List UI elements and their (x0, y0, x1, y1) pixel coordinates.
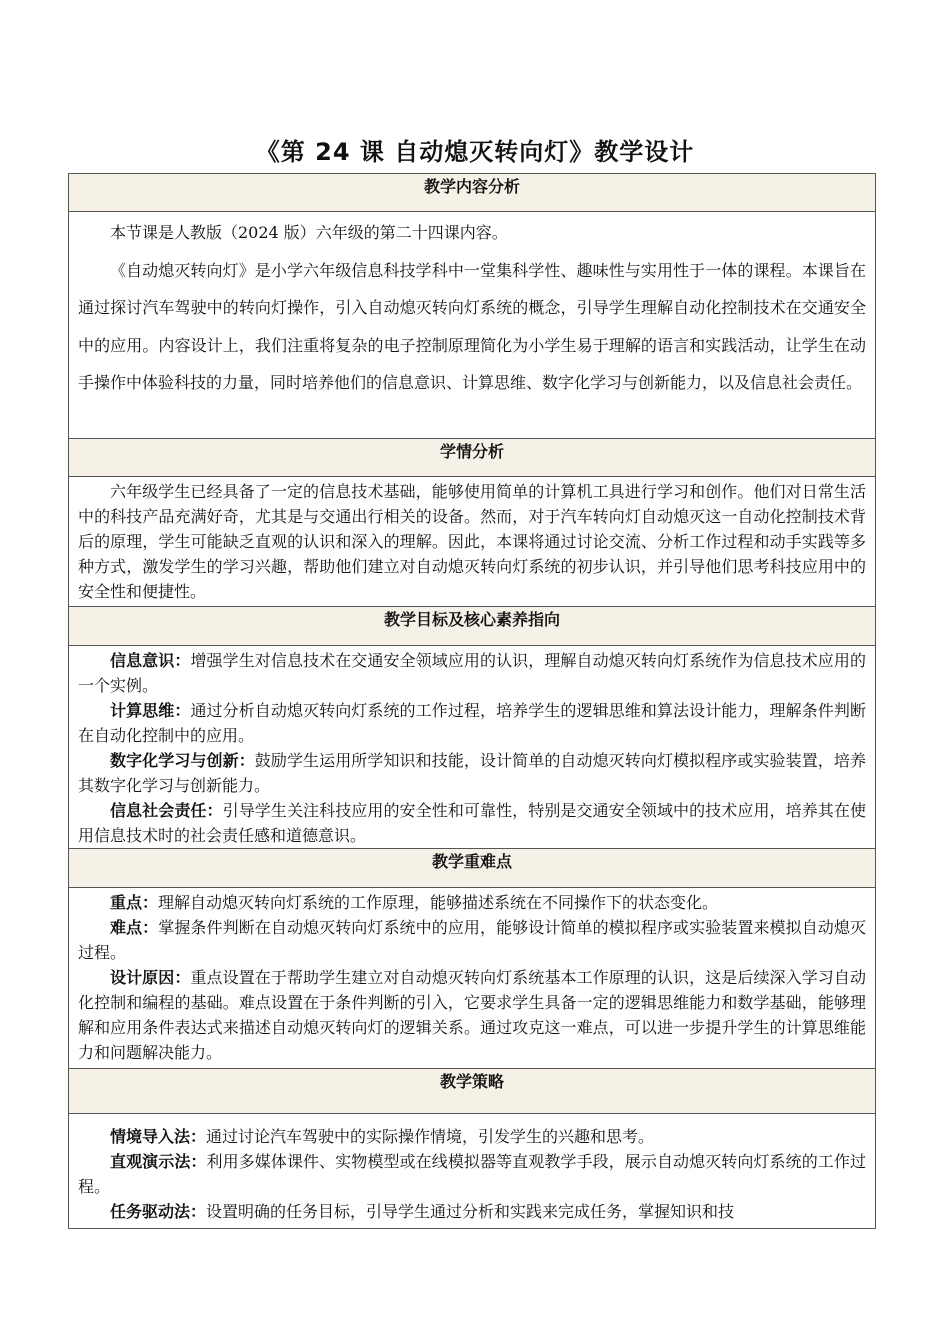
key-point-item (78, 965, 866, 1065)
objective-text: 鼓励学生运用所学知识和技能，设计简单的自动熄灭转向灯模拟程序或实验装置，培养其数字化学习与创新能力。 (78, 751, 866, 795)
strategy-text: 设置明确的任务目标，引导学生通过分析和实践来完成任务，掌握知识和技 (206, 1202, 735, 1221)
paragraph: 《自动熄灭转向灯》是小学六年级信息科技学科中一堂集科学性、趣味性与实用性于一体的课程。本课旨在通过探讨汽车驾驶中的转向灯操作，引入自动熄灭转向灯系统的概念，引导学生理解自动化控制技术在交通安全中的应用。内容设计上，我们注重将复杂的电子控制原理简化为小学生易于理解的语言和实践活动，让学生在动手操作中体验科技的力量，同时培养他们的信息意识、计算思维、数字化学习与创新能力，以及信息社会责任。 (78, 260, 866, 392)
section-heading-learner-analysis: 学情分析 (69, 439, 876, 477)
section-body-learner-analysis (69, 477, 876, 607)
section-heading-strategies: 教学策略 (69, 1069, 876, 1114)
objective-item (78, 698, 866, 748)
objective-item (78, 648, 866, 698)
key-point-item (78, 915, 866, 965)
section-heading-objectives: 教学目标及核心素养指向 (69, 607, 876, 646)
key-point-lead: 难点： (110, 918, 159, 937)
section-body-content-analysis (69, 212, 876, 439)
key-point-text: 理解自动熄灭转向灯系统的工作原理，能够描述系统在不同操作下的状态变化。 (158, 893, 719, 912)
section-heading-content-analysis: 教学内容分析 (69, 174, 876, 212)
section-heading-key-points: 教学重难点 (69, 849, 876, 888)
lesson-plan-table (68, 173, 876, 1229)
objective-text: 引导学生关注科技应用的安全性和可靠性，特别是交通安全领域中的技术应用，培养其在使用信息技术时的社会责任感和道德意识。 (78, 801, 866, 845)
key-point-text: 重点设置在于帮助学生建立对自动熄灭转向灯系统基本工作原理的认识，这是后续深入学习自动化控制和编程的基础。难点设置在于条件判断的引入，它要求学生具备一定的逻辑思维能力和数学基础，能够理解和应用条件表达式来描述自动熄灭转向灯的逻辑关系。通过攻克这一难点，可以进一步提升学生的计算思维能力和问题解决能力。 (78, 968, 866, 1062)
objective-lead: 信息社会责任： (110, 801, 223, 820)
section-body-strategies (69, 1114, 876, 1229)
strategy-lead: 直观演示法： (110, 1152, 207, 1171)
key-point-lead: 重点： (110, 893, 159, 912)
strategy-item (78, 1149, 866, 1199)
strategy-lead: 任务驱动法： (110, 1202, 207, 1221)
paragraph: 六年级学生已经具备了一定的信息技术基础，能够使用简单的计算机工具进行学习和创作。他们对日常生活中的科技产品充满好奇，尤其是与交通出行相关的设备。然而，对于汽车转向灯自动熄灭这一自动化控制技术背后的原理，学生可能缺乏直观的认识和深入的理解。因此，本课将通过讨论交流、分析工作过程和动手实践等多种方式，激发学生的学习兴趣，帮助他们建立对自动熄灭转向灯系统的初步认识，并引导他们思考科技应用中的安全性和便捷性。 (78, 482, 866, 601)
document-title: 《第 24 课 自动熄灭转向灯》教学设计 (255, 138, 695, 166)
paragraph: 本节课是人教版（2024 版）六年级的第二十四课内容。 (110, 223, 508, 242)
strategy-item (78, 1199, 866, 1224)
objective-item (78, 748, 866, 798)
section-body-objectives (69, 646, 876, 849)
strategy-text: 通过讨论汽车驾驶中的实际操作情境，引发学生的兴趣和思考。 (206, 1127, 655, 1146)
section-body-key-points (69, 888, 876, 1069)
objective-text: 通过分析自动熄灭转向灯系统的工作过程，培养学生的逻辑思维和算法设计能力，理解条件判断在自动化控制中的应用。 (78, 701, 866, 745)
key-point-text: 掌握条件判断在自动熄灭转向灯系统中的应用，能够设计简单的模拟程序或实验装置来模拟自动熄灭过程。 (78, 918, 866, 962)
objective-text: 增强学生对信息技术在交通安全领域应用的认识，理解自动熄灭转向灯系统作为信息技术应用的一个实例。 (78, 651, 866, 695)
objective-lead: 计算思维： (110, 701, 191, 720)
key-point-item (78, 890, 866, 915)
objective-item (78, 798, 866, 848)
strategy-lead: 情境导入法： (110, 1127, 207, 1146)
objective-lead: 信息意识： (110, 651, 191, 670)
strategy-item (78, 1124, 866, 1149)
objective-lead: 数字化学习与创新： (110, 751, 255, 770)
key-point-lead: 设计原因： (110, 968, 191, 987)
strategy-text: 利用多媒体课件、实物模型或在线模拟器等直观教学手段，展示自动熄灭转向灯系统的工作过程。 (78, 1152, 866, 1196)
